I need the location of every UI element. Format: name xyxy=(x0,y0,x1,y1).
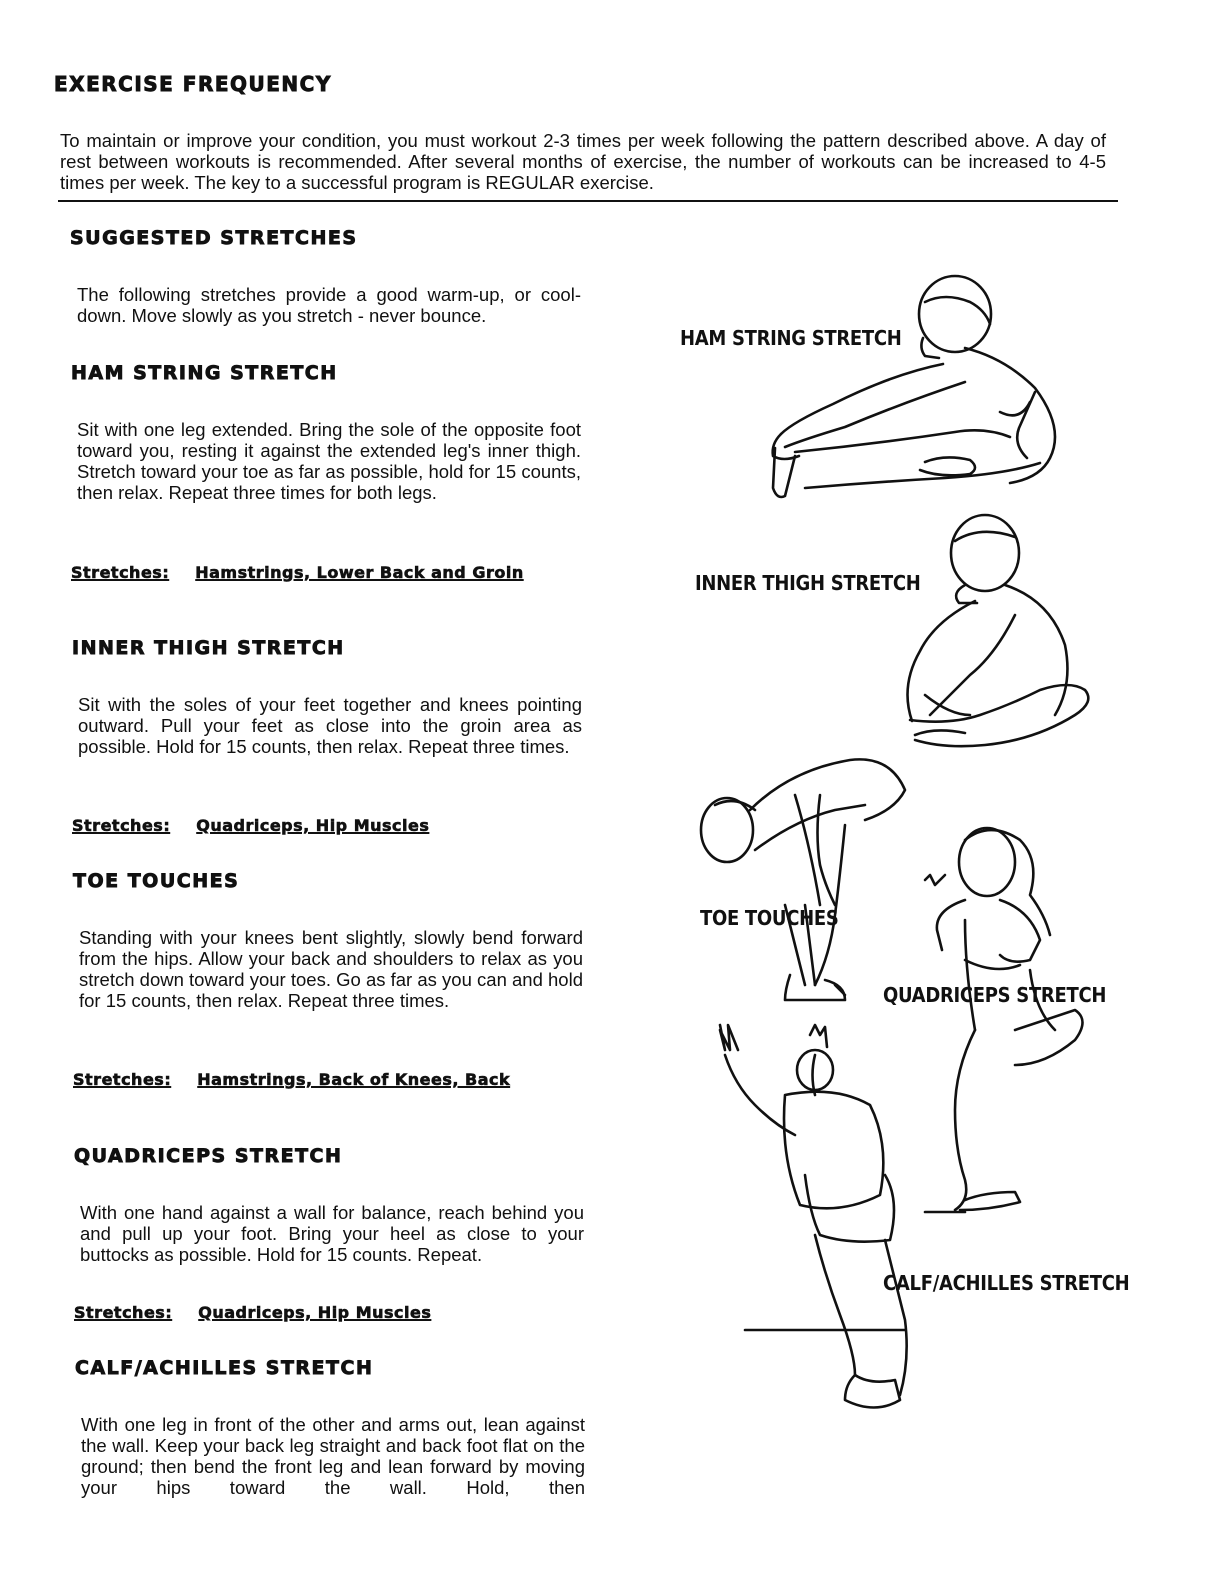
quadriceps-stretch-heading: QUADRICEPS STRETCH xyxy=(74,1145,343,1167)
calf-achilles-stretch-illustration xyxy=(715,1015,925,1435)
section-divider xyxy=(58,200,1118,202)
stretches-label: Stretches: xyxy=(71,563,170,582)
suggested-stretches-intro: The following stretches provide a good warm-up, or cool-down. Move slowly as you stretch - never bounce. xyxy=(77,284,581,326)
toe-touches-caption: TOE TOUCHES xyxy=(700,906,839,930)
quadriceps-stretch-body: With one hand against a wall for balance, reach behind you and pull up your foot. Bring your heel as close to your buttocks as possible. Hold for 15 counts. Repeat. xyxy=(80,1202,584,1265)
exercise-frequency-text: To maintain or improve your condition, you must workout 2-3 times per week following the pattern described above. A day of rest between workouts is recommended. After several months of exercise, the number of workouts can be increased to 4-5 times per week. The key to a successful program is REGULAR exercise. xyxy=(60,130,1106,193)
suggested-stretches-heading: SUGGESTED STRETCHES xyxy=(70,227,358,249)
inner-thigh-stretch-muscles xyxy=(72,816,592,836)
quadriceps-caption: QUADRICEPS STRETCH xyxy=(883,983,1107,1007)
inner-thigh-stretch-heading: INNER THIGH STRETCH xyxy=(72,637,345,659)
muscles-list: Hamstrings, Back of Knees, Back xyxy=(197,1070,511,1089)
quadriceps-stretch-muscles xyxy=(74,1303,594,1323)
quadriceps-stretch-illustration xyxy=(905,820,1095,1230)
inner-thigh-stretch-body: Sit with the soles of your feet together and knees pointing outward. Pull your feet as close into the groin area as possible. Hold for 15 counts, then relax. Repeat three times. xyxy=(78,694,582,757)
stretches-label: Stretches: xyxy=(72,816,171,835)
toe-touches-heading: TOE TOUCHES xyxy=(73,870,240,892)
hamstring-stretch-muscles xyxy=(71,563,589,583)
inner-thigh-caption: INNER THIGH STRETCH xyxy=(695,571,921,595)
hamstring-stretch-body: Sit with one leg extended. Bring the sole of the opposite foot toward you, resting it against the extended leg's inner thigh. Stretch toward your toe as far as possible, hold for 15 counts, then relax. Repeat three times for both legs. xyxy=(77,419,581,503)
muscles-list: Quadriceps, Hip Muscles xyxy=(196,816,430,835)
hamstring-caption: HAM STRING STRETCH xyxy=(680,326,902,350)
stretches-label: Stretches: xyxy=(74,1303,173,1322)
exercise-frequency-heading: EXERCISE FREQUENCY xyxy=(54,72,332,96)
muscles-list: Hamstrings, Lower Back and Groin xyxy=(195,563,524,582)
toe-touches-body: Standing with your knees bent slightly, slowly bend forward from the hips. Allow your back and shoulders to relax as you stretch down toward your toes. Go as far as you can and hold for 15 counts, then relax. Repeat three times. xyxy=(79,927,583,1011)
calf-achilles-stretch-body: With one leg in front of the other and arms out, lean against the wall. Keep your back leg straight and back foot flat on the ground; then bend the front leg and lean forward by moving your hips toward the wall. Hold, then xyxy=(81,1414,585,1498)
calf-achilles-caption: CALF/ACHILLES STRETCH xyxy=(883,1271,1130,1295)
calf-achilles-stretch-heading: CALF/ACHILLES STRETCH xyxy=(75,1357,374,1379)
toe-touches-illustration xyxy=(695,755,910,1005)
hamstring-stretch-illustration xyxy=(765,272,1095,512)
muscles-list: Quadriceps, Hip Muscles xyxy=(198,1303,432,1322)
toe-touches-muscles xyxy=(73,1070,591,1090)
hamstring-stretch-heading: HAM STRING STRETCH xyxy=(71,362,338,384)
inner-thigh-stretch-illustration xyxy=(885,505,1100,760)
stretches-label: Stretches: xyxy=(73,1070,172,1089)
